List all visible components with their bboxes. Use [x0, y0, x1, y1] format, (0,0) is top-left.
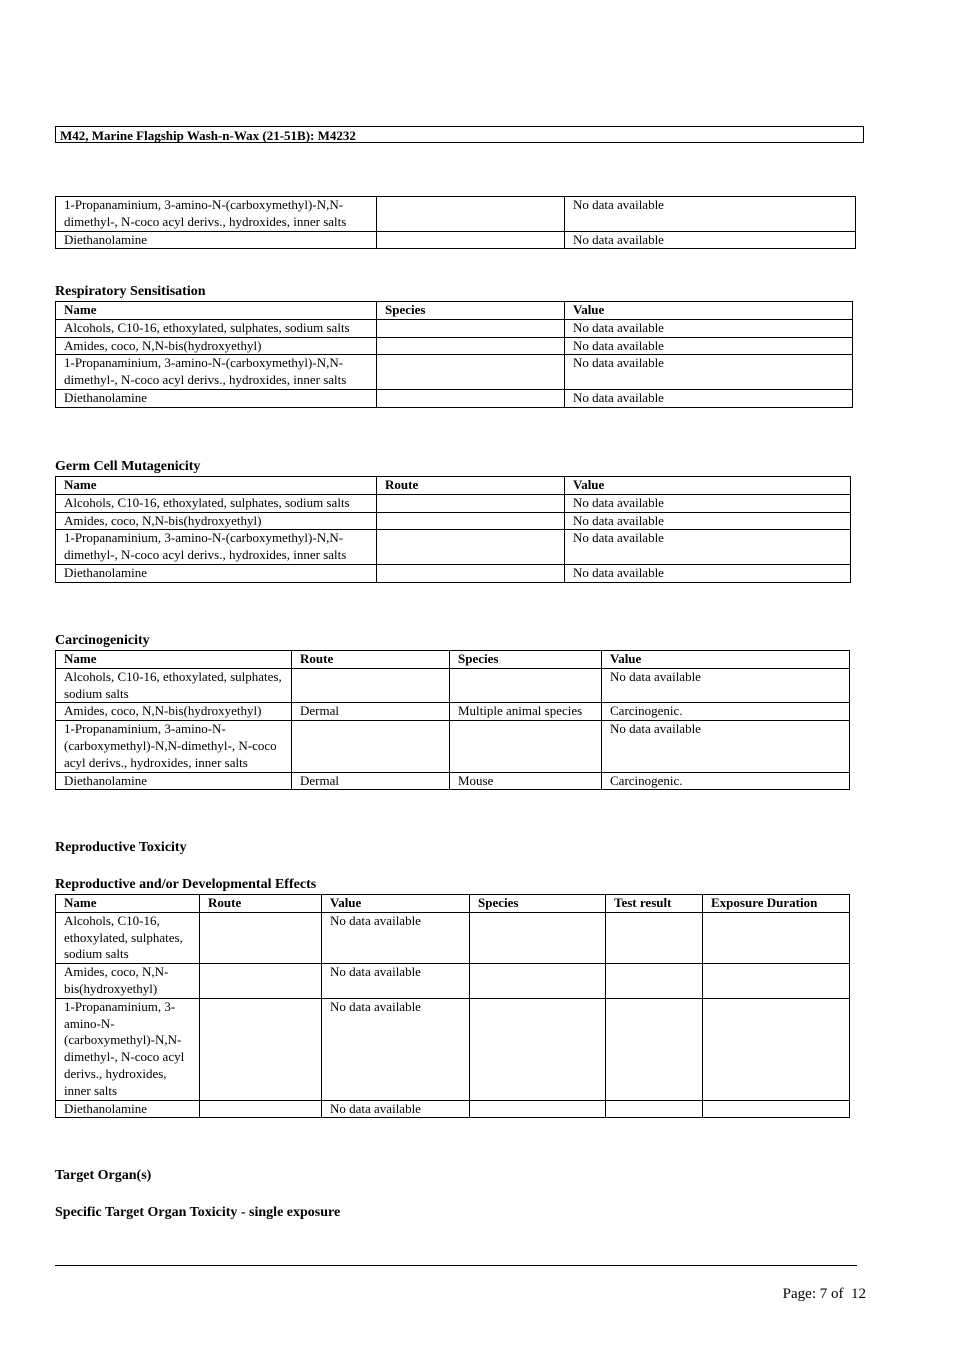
- value-cell: No data available: [565, 355, 853, 390]
- value-cell: No data available: [602, 721, 850, 772]
- name-cell: Diethanolamine: [56, 231, 377, 249]
- exposure-duration-cell: [703, 998, 850, 1100]
- name-cell: 1-Propanaminium, 3-amino-N-(carboxymethyl)-N,N-dimethyl-, N-coco acyl derivs., hydroxides, inner salts: [56, 998, 200, 1100]
- table-row: [56, 530, 851, 565]
- route-cell: Dermal: [292, 703, 450, 721]
- species-cell: Mouse: [450, 772, 602, 790]
- species-cell: [377, 319, 565, 337]
- name-cell: Amides, coco, N,N-bis(hydroxyethyl): [56, 703, 292, 721]
- table-row: [56, 1100, 850, 1118]
- document-header: M42, Marine Flagship Wash-n-Wax (21-51B): M4232: [55, 126, 864, 143]
- name-cell: 1-Propanaminium, 3-amino-N-(carboxymethyl)-N,N-dimethyl-, N-coco acyl derivs., hydroxides, inner salts: [56, 721, 292, 772]
- reproductive-developmental-title: Reproductive and/or Developmental Effects: [55, 877, 317, 892]
- value-cell: No data available: [565, 231, 856, 249]
- germ-cell-mutagenicity-title: Germ Cell Mutagenicity: [55, 459, 201, 474]
- respiratory-sensitisation-title: Respiratory Sensitisation: [55, 284, 206, 299]
- stot-single-exposure-title: Specific Target Organ Toxicity - single exposure: [55, 1205, 341, 1220]
- route-cell: [292, 668, 450, 703]
- table-header-row: [56, 477, 851, 495]
- column-header: Exposure Duration: [703, 895, 850, 913]
- test-result-cell: [606, 912, 703, 963]
- column-header: Route: [377, 477, 565, 495]
- table-header-row: [56, 651, 850, 669]
- test-result-cell: [606, 1100, 703, 1118]
- value-cell: Carcinogenic.: [602, 703, 850, 721]
- name-cell: 1-Propanaminium, 3-amino-N-(carboxymethyl)-N,N-dimethyl-, N-coco acyl derivs., hydroxides, inner salts: [56, 355, 377, 390]
- carcinogenicity-table: [55, 650, 850, 790]
- column-header: Species: [470, 895, 606, 913]
- table-row: [56, 912, 850, 963]
- route-cell: [377, 512, 565, 530]
- value-cell: No data available: [322, 1100, 470, 1118]
- species-cell: [450, 721, 602, 772]
- route-cell: [377, 494, 565, 512]
- target-organs-title: Target Organ(s): [55, 1168, 152, 1183]
- value-cell: No data available: [565, 197, 856, 232]
- column-header: Name: [56, 477, 377, 495]
- name-cell: Alcohols, C10-16, ethoxylated, sulphates, sodium salts: [56, 319, 377, 337]
- column-header: Value: [602, 651, 850, 669]
- column-header: Value: [322, 895, 470, 913]
- test-result-cell: [606, 964, 703, 999]
- reproductive-developmental-table: [55, 894, 850, 1118]
- germ-cell-mutagenicity-table: [55, 476, 851, 583]
- name-cell: Alcohols, C10-16, ethoxylated, sulphates, sodium salts: [56, 494, 377, 512]
- species-cell: [377, 355, 565, 390]
- table-row: [56, 494, 851, 512]
- species-cell: [450, 668, 602, 703]
- column-header: Route: [292, 651, 450, 669]
- value-cell: Carcinogenic.: [602, 772, 850, 790]
- species-cell: [470, 912, 606, 963]
- table-row: [56, 564, 851, 582]
- column-header: Test result: [606, 895, 703, 913]
- value-cell: No data available: [565, 319, 853, 337]
- name-cell: 1-Propanaminium, 3-amino-N-(carboxymethyl)-N,N-dimethyl-, N-coco acyl derivs., hydroxides, inner salts: [56, 197, 377, 232]
- table-row: [56, 772, 850, 790]
- route-cell: [200, 964, 322, 999]
- continued-table: [55, 196, 856, 249]
- value-cell: No data available: [322, 912, 470, 963]
- table-row: [56, 703, 850, 721]
- name-cell: Diethanolamine: [56, 772, 292, 790]
- table-row: [56, 389, 853, 407]
- value-cell: No data available: [322, 964, 470, 999]
- table-row: [56, 964, 850, 999]
- name-cell: Diethanolamine: [56, 1100, 200, 1118]
- exposure-duration-cell: [703, 964, 850, 999]
- column-header: Value: [565, 302, 853, 320]
- table-row: [56, 197, 856, 232]
- route-cell: [377, 530, 565, 565]
- species-cell: [470, 1100, 606, 1118]
- route-cell: Dermal: [292, 772, 450, 790]
- column-header: Species: [450, 651, 602, 669]
- route-cell: [200, 1100, 322, 1118]
- column-header: Name: [56, 651, 292, 669]
- name-cell: Alcohols, C10-16, ethoxylated, sulphates, sodium salts: [56, 912, 200, 963]
- respiratory-sensitisation-table: [55, 301, 853, 408]
- reproductive-toxicity-title: Reproductive Toxicity: [55, 840, 187, 855]
- table-row: [56, 998, 850, 1100]
- table-row: [56, 512, 851, 530]
- name-cell: Amides, coco, N,N-bis(hydroxyethyl): [56, 337, 377, 355]
- value-cell: No data available: [322, 998, 470, 1100]
- name-cell: 1-Propanaminium, 3-amino-N-(carboxymethyl)-N,N-dimethyl-, N-coco acyl derivs., hydroxides, inner salts: [56, 530, 377, 565]
- value-cell: No data available: [565, 494, 851, 512]
- column-header: Route: [200, 895, 322, 913]
- species-cell: [377, 231, 565, 249]
- footer-divider: [55, 1265, 857, 1266]
- route-cell: [200, 998, 322, 1100]
- name-cell: Diethanolamine: [56, 564, 377, 582]
- value-cell: No data available: [602, 668, 850, 703]
- carcinogenicity-title: Carcinogenicity: [55, 633, 150, 648]
- name-cell: Amides, coco, N,N-bis(hydroxyethyl): [56, 964, 200, 999]
- exposure-duration-cell: [703, 912, 850, 963]
- table-row: [56, 668, 850, 703]
- name-cell: Alcohols, C10-16, ethoxylated, sulphates, sodium salts: [56, 668, 292, 703]
- table-row: [56, 231, 856, 249]
- name-cell: Amides, coco, N,N-bis(hydroxyethyl): [56, 512, 377, 530]
- column-header: Name: [56, 302, 377, 320]
- column-header: Species: [377, 302, 565, 320]
- column-header: Name: [56, 895, 200, 913]
- value-cell: No data available: [565, 512, 851, 530]
- table-header-row: [56, 302, 853, 320]
- page-number: Page: 7 of 12: [782, 1286, 866, 1302]
- table-row: [56, 319, 853, 337]
- species-cell: [377, 337, 565, 355]
- table-row: [56, 337, 853, 355]
- column-header: Value: [565, 477, 851, 495]
- table-header-row: [56, 895, 850, 913]
- route-cell: [200, 912, 322, 963]
- value-cell: No data available: [565, 389, 853, 407]
- table-row: [56, 721, 850, 772]
- name-cell: Diethanolamine: [56, 389, 377, 407]
- species-cell: Multiple animal species: [450, 703, 602, 721]
- test-result-cell: [606, 998, 703, 1100]
- exposure-duration-cell: [703, 1100, 850, 1118]
- route-cell: [377, 564, 565, 582]
- value-cell: No data available: [565, 564, 851, 582]
- species-cell: [377, 197, 565, 232]
- species-cell: [470, 998, 606, 1100]
- species-cell: [377, 389, 565, 407]
- table-row: [56, 355, 853, 390]
- value-cell: No data available: [565, 530, 851, 565]
- route-cell: [292, 721, 450, 772]
- species-cell: [470, 964, 606, 999]
- value-cell: No data available: [565, 337, 853, 355]
